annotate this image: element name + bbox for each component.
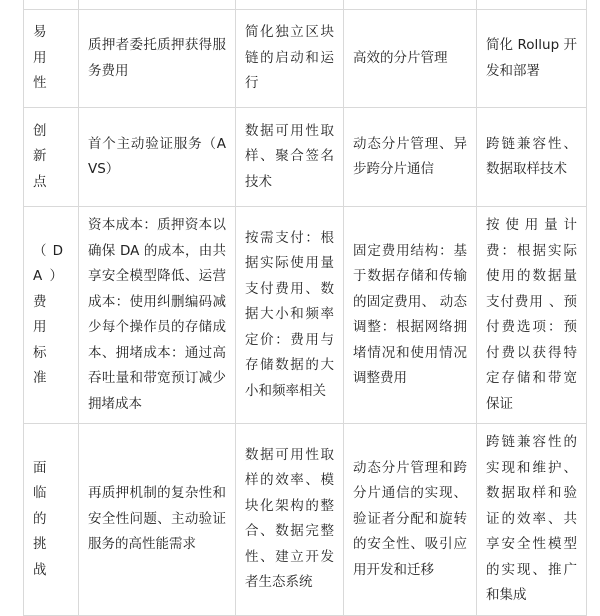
- table-row-partial: [24, 0, 587, 10]
- table-cell: 按使用量计费：根据实际使用的数据量支付费用 、预付费选项：预付费以获得特定存储和带宽保证: [477, 207, 587, 424]
- table-cell: 首个主动验证服务（AVS）: [79, 108, 236, 207]
- table-cell: [236, 0, 344, 10]
- row-label: 易用性: [24, 10, 79, 108]
- table-cell: 固定费用结构：基于数据存储和传输的固定费用、 动态调整：根据网络拥堵情况和使用情况调整费用: [344, 207, 477, 424]
- row-label: 面临的挑战: [24, 424, 79, 616]
- table-cell: 数据可用性取样的效率、模块化架构的整合、数据完整性、建立开发者生态系统: [236, 424, 344, 616]
- table-cell: 动态分片管理、异步跨分片通信: [344, 108, 477, 207]
- table-row-fees: [24, 207, 587, 424]
- table-cell: [79, 0, 236, 10]
- comparison-table: [23, 0, 587, 616]
- table-cell: 高效的分片管理: [344, 10, 477, 108]
- table-cell: 跨链兼容性的实现和维护、数据取样和验证的效率、共享安全性模型的实现、推广和集成: [477, 424, 587, 616]
- table-cell: 动态分片管理和跨分片通信的实现、验证者分配和旋转的安全性、吸引应用开发和迁移: [344, 424, 477, 616]
- table-cell: [477, 0, 587, 10]
- table-cell: 质押者委托质押获得服务费用: [79, 10, 236, 108]
- table-cell: 简化独立区块链的启动和运行: [236, 10, 344, 108]
- table-cell: 按需支付：根据实际使用量支付费用、数据大小和频率定价：费用与存储数据的大小和频率相关: [236, 207, 344, 424]
- table-row-innovation: [24, 108, 587, 207]
- row-label: 创新点: [24, 108, 79, 207]
- table-cell: 简化 Rollup 开发和部署: [477, 10, 587, 108]
- table-cell: 数据可用性取样、聚合签名技术: [236, 108, 344, 207]
- table-row-challenges: [24, 424, 587, 616]
- table-cell: 跨链兼容性、数据取样技术: [477, 108, 587, 207]
- table-cell: 再质押机制的复杂性和安全性问题、主动验证服务的高性能需求: [79, 424, 236, 616]
- table-cell: 资本成本：质押资本以确保 DA 的成本，由共享安全模型降低、运营成本：使用纠删编码减少每个操作员的存储成本、拥堵成本：通过高吞吐量和带宽预订减少拥堵成本: [79, 207, 236, 424]
- row-label: （DA）费用标准: [24, 207, 79, 424]
- table-cell: [344, 0, 477, 10]
- table-cell: [24, 0, 79, 10]
- table-row-usability: [24, 10, 587, 108]
